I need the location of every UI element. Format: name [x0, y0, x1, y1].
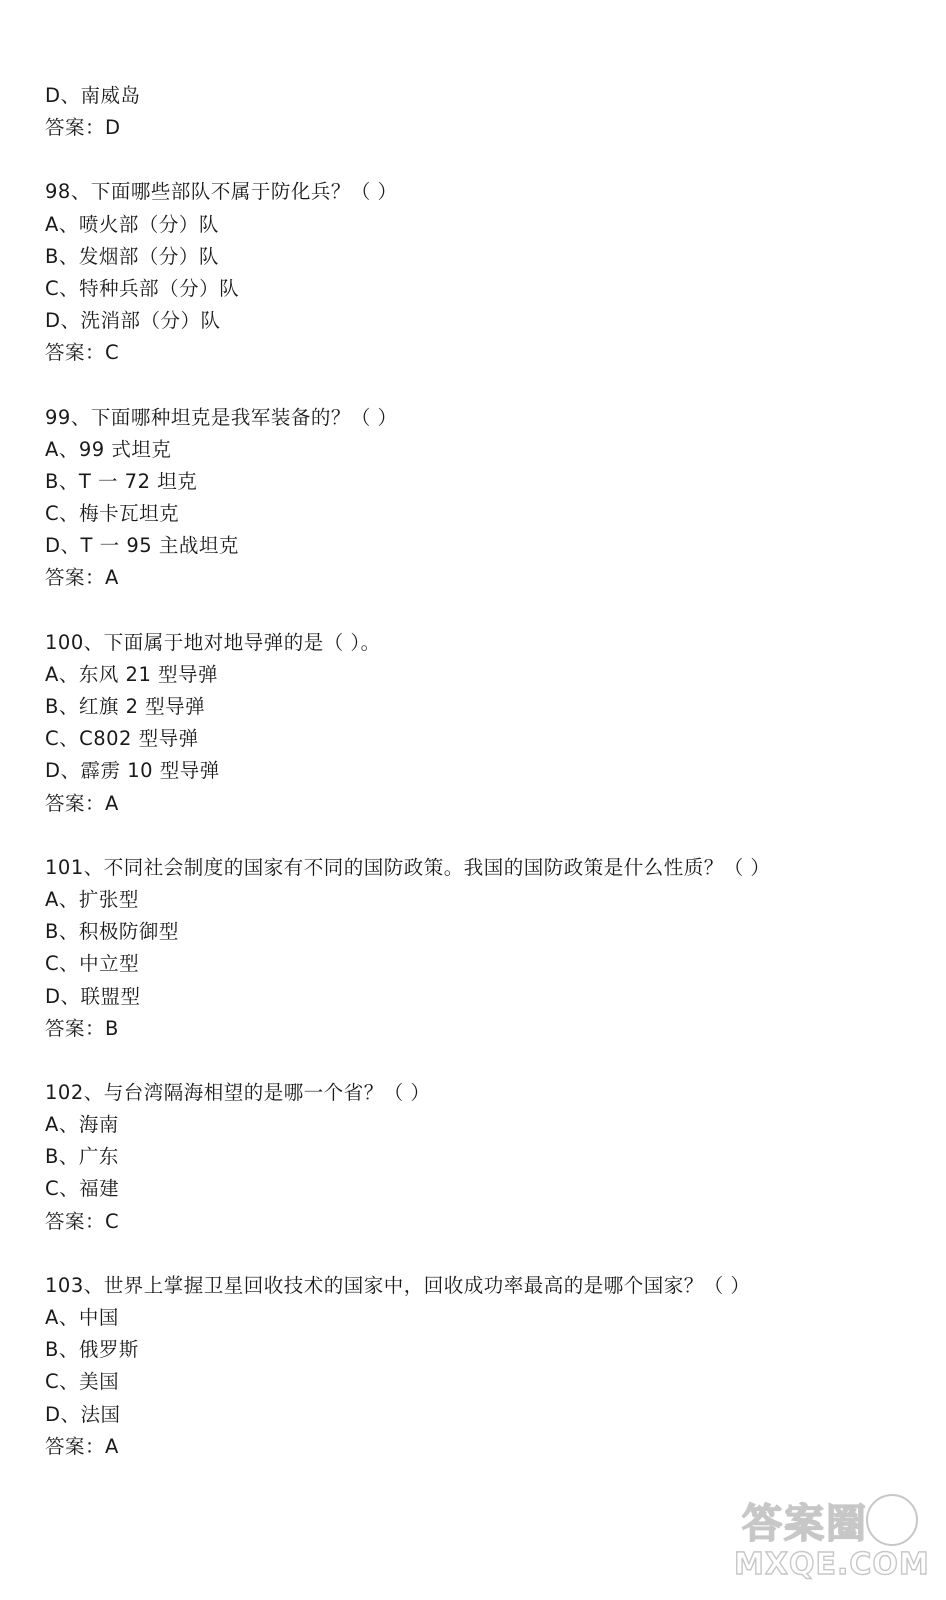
spacer [45, 144, 925, 176]
option-a: A、海南 [45, 1113, 119, 1137]
answer: 答案：A [45, 791, 119, 815]
document-body [45, 80, 925, 1463]
answer: 答案：D [45, 116, 121, 140]
spacer [45, 370, 925, 402]
option-b: B、俄罗斯 [45, 1338, 139, 1362]
spacer [45, 1238, 925, 1270]
question-101: 101、不同社会制度的国家有不同的国防政策。我国的国防政策是什么性质？（ ） [45, 855, 771, 879]
option-d: D、洗消部（分）队 [45, 309, 221, 333]
option-b: B、发烟部（分）队 [45, 244, 219, 268]
answer: 答案：A [45, 566, 119, 590]
answer: 答案：B [45, 1016, 119, 1040]
option-d: D、联盟型 [45, 984, 141, 1008]
spacer [45, 1045, 925, 1077]
option-c: C、C802 型导弹 [45, 727, 199, 751]
answer: 答案：A [45, 1434, 119, 1458]
option-b: B、T 一 72 坦克 [45, 469, 198, 493]
option-d: D、南威岛 [45, 84, 141, 107]
question-100: 100、下面属于地对地导弹的是（ ）。 [45, 630, 381, 654]
option-d: D、T 一 95 主战坦克 [45, 534, 239, 558]
option-c: C、梅卡瓦坦克 [45, 502, 180, 526]
answer: 答案：C [45, 1209, 120, 1233]
option-a: A、中国 [45, 1306, 119, 1329]
question-102: 102、与台湾隔海相望的是哪一个省？（ ） [45, 1080, 431, 1104]
option-b: B、红旗 2 型导弹 [45, 695, 206, 718]
option-c: C、美国 [45, 1370, 120, 1394]
option-b: B、积极防御型 [45, 920, 179, 944]
watermark-logo [734, 1492, 930, 1582]
watermark-domain: MXQE.COM [734, 1547, 930, 1582]
option-c: C、福建 [45, 1177, 120, 1201]
option-a: A、东风 21 型导弹 [45, 662, 219, 686]
option-a: A、99 式坦克 [45, 437, 172, 461]
spacer [45, 820, 925, 852]
option-a: A、喷火部（分）队 [45, 212, 219, 236]
option-d: D、法国 [45, 1402, 121, 1426]
option-c: C、特种兵部（分）队 [45, 276, 240, 300]
watermark-title: 答案圈 [742, 1501, 868, 1547]
option-a: A、扩张型 [45, 887, 139, 911]
answer: 答案：C [45, 341, 120, 365]
option-c: C、中立型 [45, 952, 140, 976]
option-d: D、霹雳 10 型导弹 [45, 759, 220, 783]
watermark-circle-icon [866, 1494, 918, 1546]
question-99: 99、下面哪种坦克是我军装备的？（ ） [45, 405, 398, 429]
spacer [45, 595, 925, 627]
question-98: 98、下面哪些部队不属于防化兵？（ ） [45, 180, 398, 204]
question-103: 103、世界上掌握卫星回收技术的国家中，回收成功率最高的是哪个国家？（ ） [45, 1273, 751, 1297]
option-b: B、广东 [45, 1145, 119, 1169]
